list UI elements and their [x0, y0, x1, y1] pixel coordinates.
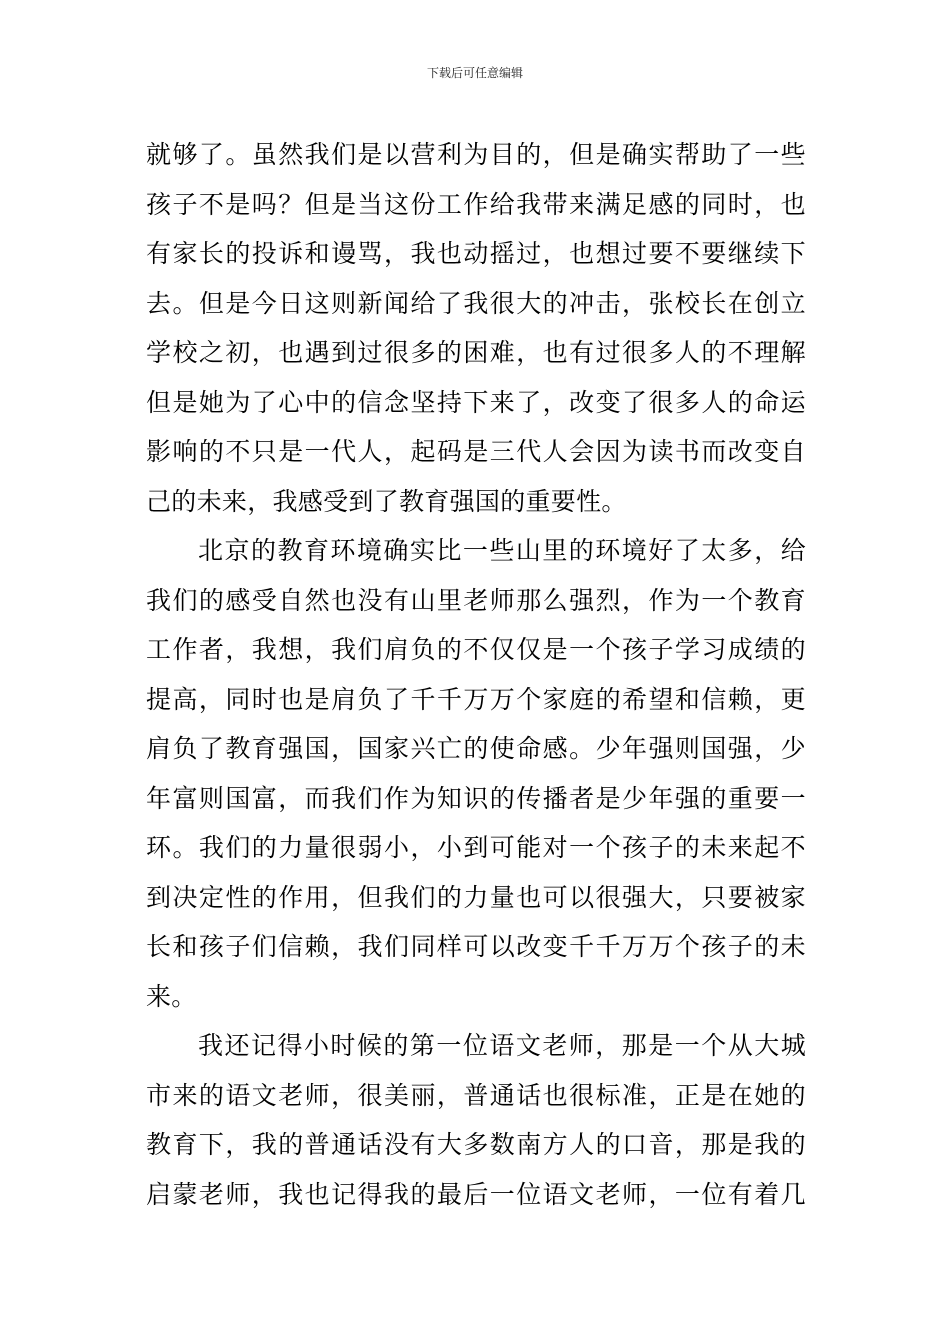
text-line: 但是她为了心中的信念坚持下来了，改变了很多人的命运 — [146, 387, 806, 417]
page-header: 下载后可任意编辑 — [426, 66, 523, 80]
text-line: 长和孩子们信赖，我们同样可以改变千千万万个孩子的未 — [146, 932, 806, 961]
text-line: 提高，同时也是肩负了千千万万个家庭的希望和信赖，更 — [146, 684, 806, 714]
paragraph-1 — [146, 130, 806, 526]
text-line: 来。 — [146, 981, 197, 1011]
text-line: 北京的教育环境确实比一些山里的环境好了太多，给 — [198, 536, 806, 565]
text-line: 教育下，我的普通话没有大多数南方人的口音，那是我的 — [146, 1130, 806, 1159]
text-line: 孩子不是吗？但是当这份工作给我带来满足感的同时，也 — [146, 189, 806, 219]
text-line: 己的未来，我感受到了教育强国的重要性。 — [146, 486, 627, 516]
text-line: 影响的不只是一代人，起码是三代人会因为读书而改变自 — [146, 437, 806, 466]
text-line: 我们的感受自然也没有山里老师那么强烈，作为一个教育 — [146, 585, 806, 615]
document-body — [146, 130, 806, 1219]
text-line: 有家长的投诉和谩骂，我也动摇过，也想过要不要继续下 — [146, 239, 806, 268]
text-line: 市来的语文老师，很美丽，普通话也很标准，正是在她的 — [146, 1080, 806, 1110]
text-line: 我还记得小时候的第一位语文老师，那是一个从大城 — [198, 1031, 806, 1060]
paragraph-2 — [146, 526, 806, 1021]
text-line: 环。我们的力量很弱小，小到可能对一个孩子的未来起不 — [146, 833, 806, 862]
paragraph-3 — [146, 1021, 806, 1219]
text-line: 到决定性的作用，但我们的力量也可以很强大，只要被家 — [146, 882, 806, 912]
text-line: 肩负了教育强国，国家兴亡的使命感。少年强则国强，少 — [146, 734, 806, 763]
text-line: 就够了。虽然我们是以营利为目的，但是确实帮助了一些 — [146, 140, 806, 169]
text-line: 工作者，我想，我们肩负的不仅仅是一个孩子学习成绩的 — [146, 635, 806, 664]
text-line: 去。但是今日这则新闻给了我很大的冲击，张校长在创立 — [146, 288, 806, 318]
text-line: 年富则国富，而我们作为知识的传播者是少年强的重要一 — [146, 783, 806, 813]
text-line: 学校之初，也遇到过很多的困难，也有过很多人的不理解 — [146, 338, 806, 367]
text-line: 启蒙老师，我也记得我的最后一位语文老师，一位有着几 — [146, 1179, 806, 1209]
